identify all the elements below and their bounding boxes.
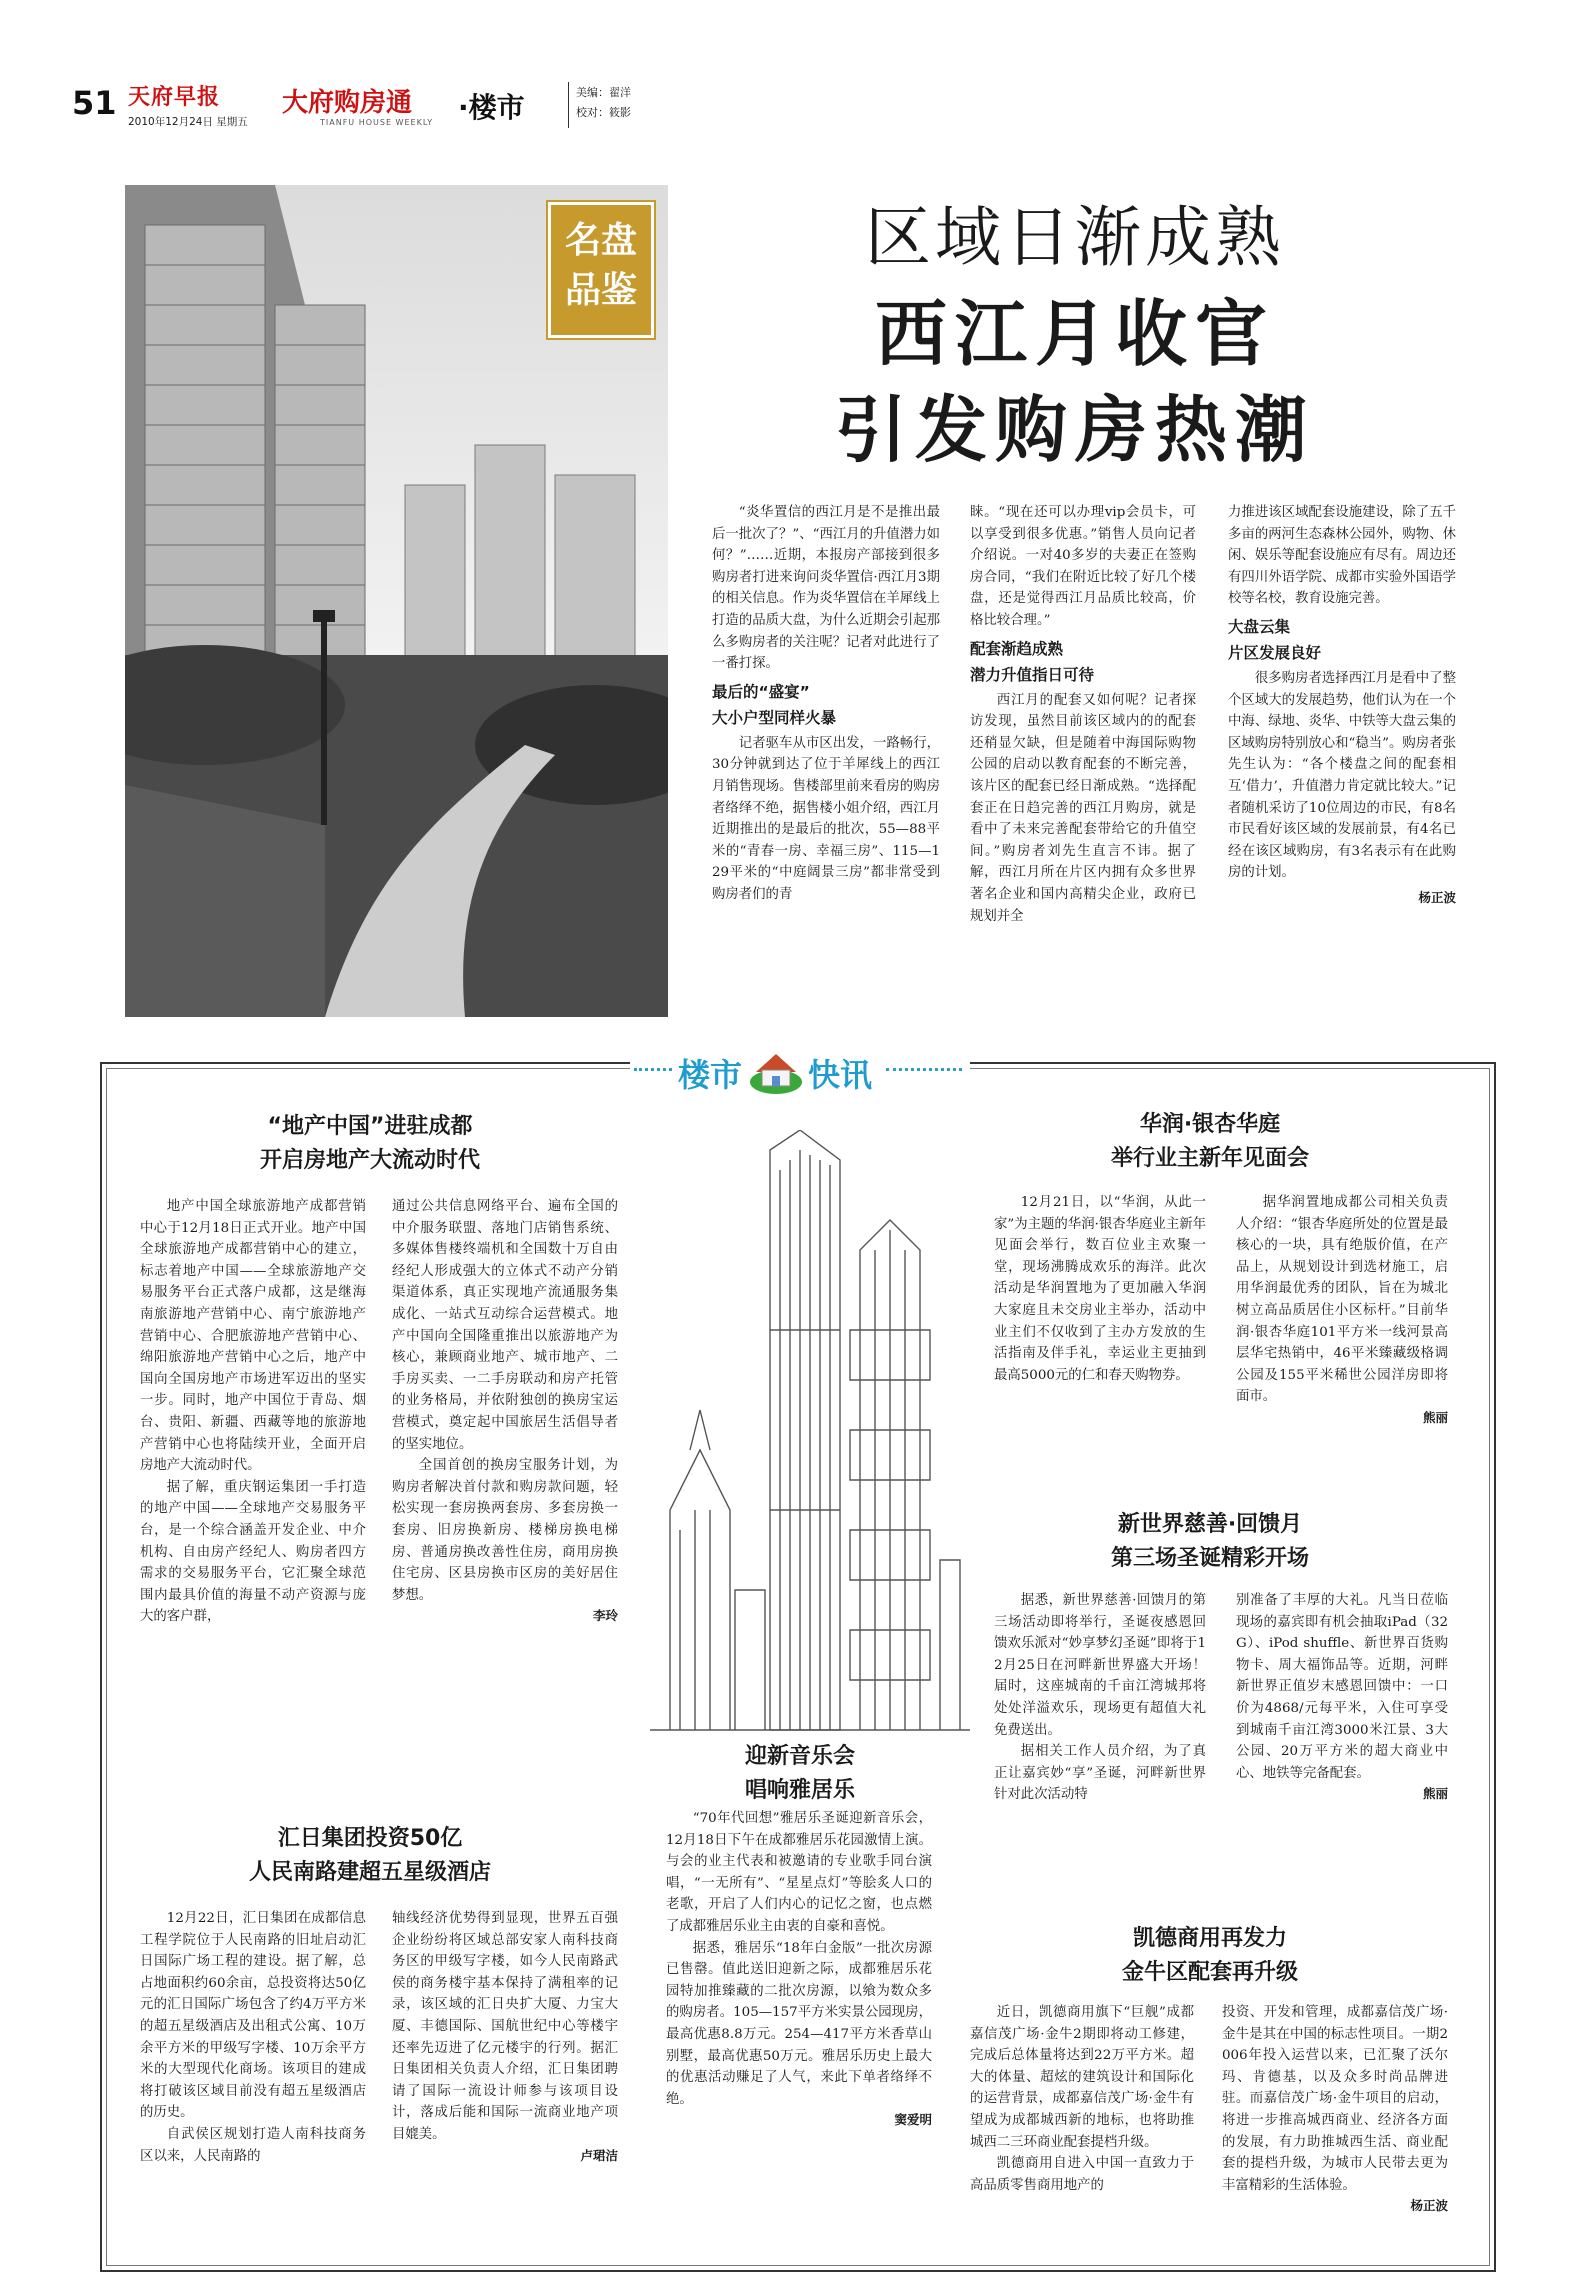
art1-title-2: 开启房地产大流动时代 (259, 1148, 480, 1173)
art5-col2: 别准备了丰厚的大礼。凡当日莅临现场的嘉宾即有机会抽取iPad（32G）、iPod shuffle、新世界百货购物卡、周大福饰品等。近期，河畔新世界正值岁末感恩回馈中：一口价为4868/元每平米，入住可享受到城南千亩江湾3000米江景、3大公园、20万平方米的超大商业中心、地铁等完备配套。 (1236, 1593, 1448, 1781)
banner-part2: 快讯 (808, 1056, 873, 1094)
art5-author: 熊丽 (1422, 1786, 1448, 1802)
art1-col1: 地产中国全球旅游地产成都营销中心于12月18日正式开业。地产中国全球旅游地产成都营销中心的建立，标志着地产中国——全球旅游地产交易服务平台正式落户成都，这是继海南旅游地产营销中心、南宁旅游地产营销中心、合肥旅游地产营销中心、绵阳旅游地产营销中心之后，地产中国向全国房地产市场进军迈出的坚实一步。同时，地产中国位于青岛、烟台、贵阳、新疆、西藏等地的旅游地产营销中心也将陆续开业，全面开启房地产大流动时代。 (140, 1199, 366, 1474)
feature-sub3-b: 片区发展良好 (1228, 643, 1322, 662)
art6-col2: 投资、开发和管理，成都嘉信茂广场·金牛是其在中国的标志性项目。一期2006年投入运营以来，已汇聚了沃尔玛、肯德基，以及众多时尚品牌进驻。而嘉信茂广场·金牛项目的启动，将进一步推高城西商业、经济各方面的发展，有力助推城西生活、商业配套的提档升级，为城市人民带去更为丰富精彩的生活体验。 (1222, 2005, 1448, 2193)
banner-dots-right (886, 1068, 962, 1077)
badge (548, 202, 654, 338)
badge-text: 名盘品鉴 (564, 219, 637, 311)
art3-title (650, 1740, 950, 1808)
art6-col1-p2: 凯德商用自进入中国一直致力于高品质零售商用地产的 (970, 2156, 1194, 2193)
art1-title (170, 1110, 570, 1178)
art5-col-2 (1236, 1590, 1448, 1802)
feature-author: 杨正波 (1418, 889, 1456, 905)
divider (568, 82, 569, 128)
art6-title (990, 1922, 1430, 1990)
feature-col2-body: 西江月的配套又如何呢？记者探访发现，虽然目前该区域内的的配套还稍显欠缺，但是随着中海国际购物公园的启动以教育配套的不断完善，该片区的配套已经日渐成熟。“选择配套正在日趋完善的西江月购房，就是看中了未来完善配套带给它的升值空间。”购房者刘先生直言不讳。据了解，西江月所在片区内拥有众多世界著名企业和国内高精尖企业，政府已规划并全 (970, 692, 1196, 924)
art1-col2: 通过公共信息网络平台、遍布全国的中介服务联盟、落地门店销售系统、多媒体售楼终端机和全国数十万自由经纪人形成强大的立体式不动产分销渠道体系，真正实现地产流通服务集成化、一站式互动综合运营模式。地产中国向全国隆重推出以旅游地产为核心，兼顾商业地产、城市地产、二手房买卖、一二手房联动和房产托管的业务格局，并依附独创的换房宝运营模式，奠定起中国旅居生活倡导者的坚实地位。 (392, 1199, 618, 1452)
art6-col-1 (970, 2002, 1194, 2196)
date: 2010年12月24日 (128, 116, 213, 128)
editor: 美编：翟洋 (576, 86, 631, 99)
art1-col2-p2: 全国首创的换房宝服务计划，为购房者解决首付款和购房款问题，轻松实现一套房换两套房、多套房换一套房、旧房换新房、楼梯房换电梯房、普通房换改善性住房，商用房换住宅房、区县房换市区房的美好居住梦想。 (392, 1458, 618, 1603)
supplement-sub: TIANFU HOUSE WEEKLY (320, 118, 434, 127)
art4-title-2: 举行业主新年见面会 (1110, 1146, 1309, 1171)
proofreader: 校对：筱影 (576, 106, 631, 119)
paper-logo: 天府早报 (128, 84, 221, 110)
house-icon (748, 1046, 804, 1096)
page-number: 51 (72, 84, 117, 122)
art2-col1: 12月22日，汇日集团在成都信息工程学院位于人民南路的旧址启动汇日国际广场工程的建设。据了解，总占地面积约60余亩，总投资将达50亿元的汇日国际广场包含了约4万平方米的超五星级酒店及出租式公寓、10万余平方米的甲级写字楼、10万余平方米的大型现代化商场。该项目的建成将打破该区域目前没有超五星级酒店的历史。 (140, 1911, 366, 2121)
art5-col-1 (994, 1590, 1206, 1806)
art2-col1-p2: 自武侯区规划打造人南科技商务区以来，人民南路的 (140, 2126, 366, 2164)
art2-col2: 轴线经济优势得到显现，世界五百强企业纷纷将区域总部安家人南科技商务区的甲级写字楼，如今人民南路武侯的商务楼宇基本保持了满租率的记录，该区域的汇日央扩大厦、力宝大厦、丰德国际、国航世纪中心等楼宇还率先迈进了亿元楼宇的行列。据汇日集团相关负责人介绍，汇日集团聘请了国际一流设计师参与该项目设计，落成后能和国际一流商业地产项目媲美。 (392, 1911, 618, 2142)
art5-title (990, 1508, 1430, 1576)
feature-col-1 (712, 502, 940, 906)
art2-author: 卢珺洁 (580, 2147, 618, 2163)
art5-title-1: 新世界慈善·回馈月 (1117, 1512, 1303, 1537)
art6-title-1: 凯德商用再发力 (1132, 1926, 1287, 1951)
art1-col-1 (140, 1196, 366, 1628)
art2-title-1: 汇日集团投资50亿 (277, 1826, 463, 1851)
art4-col1: 12月21日，以“华润，从此一家”为主题的华润·银杏华庭业主新年见面会举行，数百位业主欢聚一堂，现场沸腾成欢乐的海洋。此次活动是华润置地为了更加融入华润大家庭且未交房业主举办，活动中业主们不仅收到了主办方发放的生活指南及伴手礼，幸运业主更抽到最高5000元的仁和春天购物券。 (994, 1195, 1206, 1383)
feature-title-2: 西江月收官 (874, 292, 1275, 376)
art6-col1: 近日，凯德商用旗下“巨舰”成都嘉信茂广场·金牛2期即将动工修建，完成后总体量将达到22万平方米。超大的体量、超炫的建筑设计和国际化的运营背景，成都嘉信茂广场·金牛有望成为成都城西新的地标，也将助推城西二三环商业配套提档升级。 (970, 2005, 1194, 2150)
art5-title-2: 第三场圣诞精彩开场 (1110, 1546, 1309, 1571)
supplement-logo: 大府购房通 (282, 88, 413, 118)
art2-col-1 (140, 1908, 366, 2167)
art5-col1-p2: 据相关工作人员介绍，为了真正让嘉宾妙“享”圣诞，河畔新世界针对此次活动特 (994, 1744, 1206, 1803)
feature-col-2 (970, 502, 1196, 927)
art2-title (170, 1822, 570, 1890)
feature-title-3: 引发购房热潮 (834, 388, 1315, 472)
art1-col-2 (392, 1196, 618, 1624)
feature-col3-body: 很多购房者选择西江月是看中了整个区域大的发展趋势，他们认为在一个中海、绿地、炎华、中铁等大盘云集的区域购房特别放心和“稳当”。购房者张先生认为：“各个楼盘之间的配套相互‘借力’，升值潜力肯定就比较大。”记者随机采访了10位周边的市民，有8名市民看好该区域的发展前景，有4名已经在该区域购房，有3名表示有在此购房的计划。 (1228, 670, 1456, 881)
banner-dots-left (634, 1068, 672, 1077)
art4-author: 熊丽 (1422, 1409, 1448, 1425)
art4-title (990, 1108, 1430, 1176)
art3-title-1: 迎新音乐会 (744, 1744, 855, 1769)
feature-col2-intro: 睐。“现在还可以办理vip会员卡，可以享受到很多优惠。”销售人员向记者介绍说。一对40多岁的夫妻正在签购房合同，“我们在附近比较了好几个楼盘，还是觉得西江月品质比较高，价格比较合理。” (970, 505, 1196, 628)
art1-col1-p2: 据了解，重庆钢运集团一手打造的地产中国——全球地产交易服务平台，是一个综合涵盖开发企业、中介机构、自由房产经纪人、购房者四方需求的交易服务平台，它汇聚全球范围内最具价值的海量不动产资源与庞大的客户群， (140, 1479, 366, 1625)
weekday: 星期五 (216, 116, 248, 128)
art1-title-1: “地产中国”进驻成都 (267, 1114, 473, 1139)
art3-p2: 据悉，雅居乐“18年白金版”一批次房源已售罄。值此送旧迎新之际，成都雅居乐花园特加推臻藏的二批次房源，以飨为数众多的购房者。105—157平方米实景公园现房，最高优惠8.8万元。254—417平方米香草山别墅，最高优惠50万元。雅居乐历史上最大的优惠活动赚足了人气，来此下单者络绎不绝。 (666, 1940, 932, 2107)
header (72, 70, 631, 142)
art6-col-2 (1222, 2002, 1448, 2214)
art2-col-2 (392, 1908, 618, 2164)
skyline-illustration (650, 1130, 970, 1760)
art5-col1: 据悉，新世界慈善·回馈月的第三场活动即将举行，圣诞夜感恩回馈欢乐派对“妙享梦幻圣诞”即将于12月25日在河畔新世界盛大开场！届时，这座城南的千亩江湾城邦将处处洋溢欢乐，现场更有超值大礼免费送出。 (994, 1593, 1206, 1738)
feature-sub1-a: 最后的“盛宴” (712, 682, 810, 701)
art3-title-2: 唱响雅居乐 (744, 1778, 855, 1803)
flash-banner (630, 1042, 970, 1100)
feature-sub2-a: 配套渐趋成熟 (970, 639, 1064, 658)
art3-p1: “70年代回想”雅居乐圣诞迎新音乐会，12月18日下午在成都雅居乐花园激情上演。与会的业主代表和被邀请的专业歌手同台演唱，“一无所有”、“星星点灯”等脍炙人口的老歌，开启了人们内心的记忆之窗，也点燃了成都雅居乐业主由衷的自豪和喜悦。 (666, 1811, 932, 1934)
feature-col-3 (1228, 502, 1456, 906)
header-date (128, 114, 248, 129)
art6-author: 杨正波 (1410, 2198, 1448, 2214)
art2-title-2: 人民南路建超五星级酒店 (248, 1860, 491, 1885)
art6-title-2: 金牛区配套再升级 (1121, 1960, 1298, 1985)
art1-author: 李玲 (592, 1608, 618, 1624)
section-name: ·楼市 (458, 91, 525, 124)
art3-body (666, 1808, 932, 2128)
art4-col-2 (1236, 1192, 1448, 1426)
art4-title-1: 华润·银杏华庭 (1139, 1112, 1281, 1137)
feature-col1-body: 记者驱车从市区出发，一路畅行，30分钟就到达了位于羊犀线上的西江月销售现场。售楼部里前来看房的购房者络绎不绝，据售楼小姐介绍，西江月近期推出的是最后的批次，55—88平米的“青春一房、幸福三房”、115—129平米的“中庭阔景三房”都非常受到购房者们的青 (712, 735, 940, 902)
feature-sub2-b: 潜力升值指日可待 (970, 665, 1095, 684)
feature-intro: “炎华置信的西江月是不是推出最后一批次了？”、“西江月的升值潜力如何？”……近期，本报房产部接到很多购房者打进来询问炎华置信·西江月3期的相关信息。作为炎华置信在羊犀线上打造的品质大盘，为什么近期会引起那么多购房者的关注呢？记者对此进行了一番打探。 (712, 505, 940, 672)
banner-part1: 楼市 (678, 1056, 743, 1094)
feature-sub1-b: 大小户型同样火暴 (712, 708, 837, 727)
feature-photo (125, 185, 668, 1017)
art3-author: 窦爱明 (894, 2112, 932, 2128)
art4-col-1 (994, 1192, 1206, 1386)
art4-col2: 据华润置地成都公司相关负责人介绍：“银杏华庭所处的位置是最核心的一块，具有绝版价值，在产品上，从规划设计到选材施工，启用华润最优秀的团队，旨在为城北树立高品质居住小区标杆。”目前华润·银杏华庭101平方米一线河景高层华宅热销中，46平米臻藏级格调公园及155平米稀世公园洋房即将面市。 (1236, 1195, 1448, 1405)
feature-title-1: 区域日渐成熟 (865, 199, 1285, 276)
feature-sub3-a: 大盘云集 (1228, 617, 1291, 636)
feature-col3-intro: 力推进该区域配套设施建设，除了五千多亩的两河生态森林公园外，购物、休闲、娱乐等配套设施应有尽有。周边还有四川外语学院、成都市实验外国语学校等名校，教育设施完善。 (1228, 505, 1456, 607)
